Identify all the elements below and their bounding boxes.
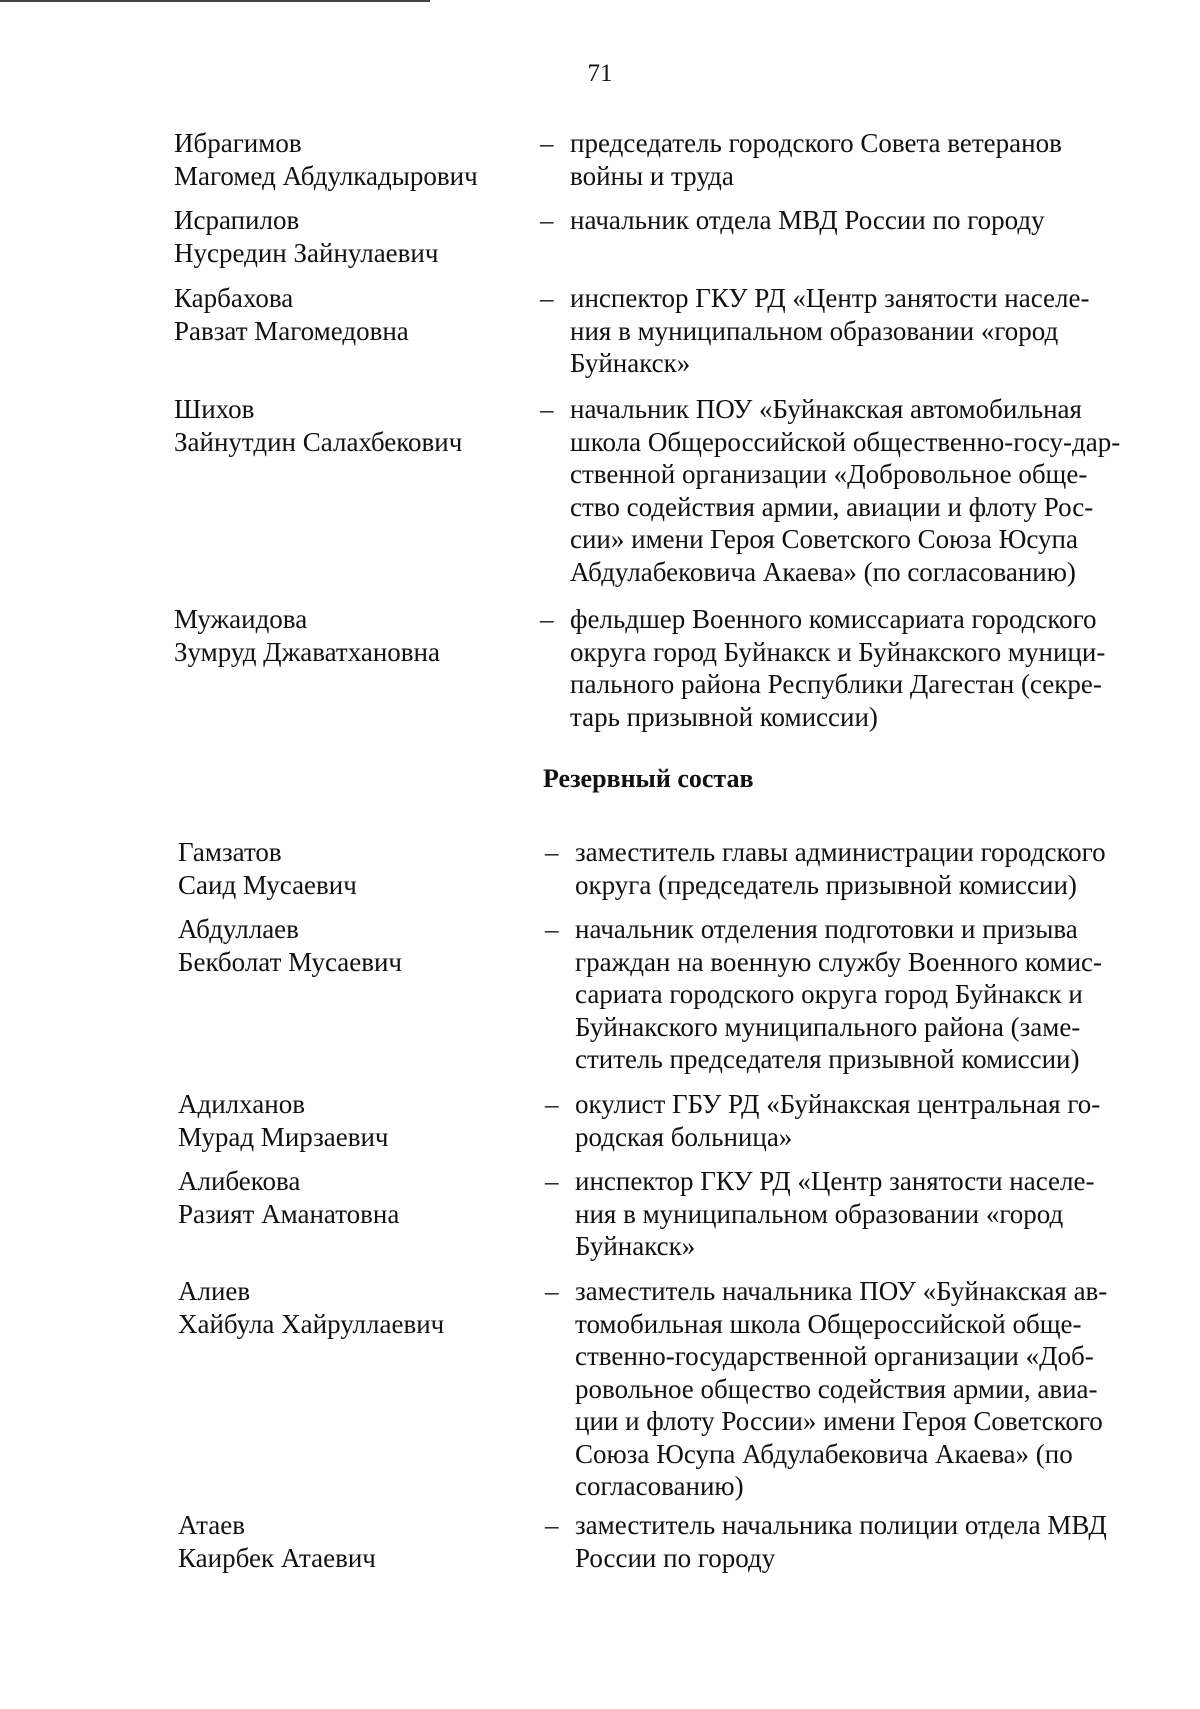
member-name [174,127,504,192]
position-line: Союза Юсупа Абдулабековича Акаева» (по [575,1438,1073,1469]
position-line: заместитель начальника ПОУ «Буйнакская ав- [575,1276,1108,1306]
member-surname: Гамзатов [178,837,282,867]
position-line: округа город Буйнакск и Буйнакского муници- [570,636,1106,667]
member-name [174,393,504,458]
member-surname: Мужаидова [174,604,308,634]
member-position [575,913,1140,1076]
reserve-heading: Резервный состав [543,764,754,793]
position-line: родская больница» [575,1121,793,1152]
member-given-names: Магомед Абдулкадырович [174,160,478,191]
entry-dash: – [545,837,559,867]
member-name [178,913,508,978]
position-line: согласованию) [575,1471,744,1501]
position-line: инспектор ГКУ РД «Центр занятости населе- [570,283,1090,313]
position-line: ровольное общество содействия армии, авиа- [575,1373,1098,1404]
position-line: председатель городского Совета ветеранов [570,128,1062,158]
position-line: заместитель начальника полиции отдела МВД [575,1510,1107,1540]
entry-dash: – [545,914,559,944]
member-given-names: Хайбула Хайруллаевич [178,1308,445,1339]
member-surname: Ибрагимов [174,128,302,158]
position-line: начальник отдела МВД России по городу [570,205,1045,235]
page-number: 71 [587,60,613,87]
member-given-names: Зумруд Джаватхановна [174,636,440,667]
position-line: томобильная школа Общероссийской обще- [575,1308,1082,1339]
member-position [570,603,1135,733]
position-line: начальник отделения подготовки и призыва [575,914,1078,944]
position-line: округа (председатель призывной комиссии) [575,869,1077,900]
member-surname: Алиев [178,1276,251,1306]
member-surname: Адилханов [178,1089,305,1119]
entry-dash: – [545,1510,559,1540]
position-line: ститель председателя призывной комиссии) [575,1044,1080,1074]
position-line: Буйнакского муниципального района (заме- [575,1011,1081,1042]
member-given-names: Мурад Мирзаевич [178,1121,389,1152]
position-line: пального района Республики Дагестан (секре- [570,669,1102,699]
position-line: сии» имени Героя Советского Союза Юсупа [570,524,1078,554]
member-position [570,127,1135,192]
position-line: войны и труда [570,160,734,191]
member-surname: Шихов [174,394,255,424]
member-surname: Абдуллаев [178,914,299,944]
entry-dash: – [540,283,554,313]
member-surname: Алибекова [178,1166,301,1196]
entry-dash: – [540,205,554,235]
member-surname: Исрапилов [174,205,300,235]
position-line: тарь призывной комиссии) [570,701,878,732]
position-line: окулист ГБУ РД «Буйнакская центральная го- [575,1089,1101,1119]
entry-dash: – [540,394,554,424]
member-given-names: Разият Аманатовна [178,1198,400,1229]
position-line: ственной организации «Добровольное обще- [570,459,1088,489]
member-given-names: Саид Мусаевич [178,869,357,900]
position-line: России по городу [575,1542,776,1573]
member-position [575,1275,1140,1503]
position-line: Буйнакск» [575,1231,696,1261]
member-surname: Атаев [178,1510,245,1540]
member-given-names: Каирбек Атаевич [178,1542,376,1573]
position-line: ственно-государственной организации «Доб- [575,1341,1094,1371]
entry-dash: – [545,1166,559,1196]
entry-dash: – [540,604,554,634]
position-line: начальник ПОУ «Буйнакская автомобильная [570,394,1082,424]
position-line: школа Общероссийской общественно-госу-дар- [570,426,1121,457]
entry-dash: – [545,1276,559,1306]
member-position [575,836,1140,901]
position-line: граждан на военную службу Военного комис- [575,946,1102,977]
position-line: Буйнакск» [570,348,691,378]
top-scan-rule [0,0,430,2]
position-line: ния в муниципальном образовании «город [575,1198,1064,1229]
position-line: ния в муниципальном образовании «город [570,315,1059,346]
member-position [570,393,1135,588]
entry-dash: – [545,1089,559,1119]
member-given-names: Нусредин Зайнулаевич [174,237,439,268]
member-position [570,204,1135,237]
position-line: ции и флоту России» имени Героя Советского [575,1406,1103,1436]
member-name [178,1275,508,1340]
member-name [178,836,508,901]
member-surname: Карбахова [174,283,294,313]
member-name [178,1165,508,1230]
member-position [575,1088,1140,1153]
member-name [178,1088,508,1153]
member-position [570,282,1135,380]
position-line: фельдшер Военного комиссариата городского [570,604,1097,634]
entry-dash: – [540,128,554,158]
member-given-names: Бекболат Мусаевич [178,946,403,977]
member-name [174,282,504,347]
member-given-names: Зайнутдин Салахбекович [174,426,463,457]
position-line: сариата городского округа город Буйнакск и [575,979,1083,1009]
member-given-names: Равзат Магомедовна [174,315,409,346]
position-line: ство содействия армии, авиации и флоту Рос- [570,491,1094,522]
member-position [575,1165,1140,1263]
member-name [178,1509,508,1574]
member-name [174,204,504,269]
position-line: заместитель главы администрации городского [575,837,1106,867]
member-position [575,1509,1140,1574]
member-name [174,603,504,668]
position-line: Абдулабековича Акаева» (по согласованию) [570,556,1076,587]
position-line: инспектор ГКУ РД «Центр занятости населе- [575,1166,1095,1196]
